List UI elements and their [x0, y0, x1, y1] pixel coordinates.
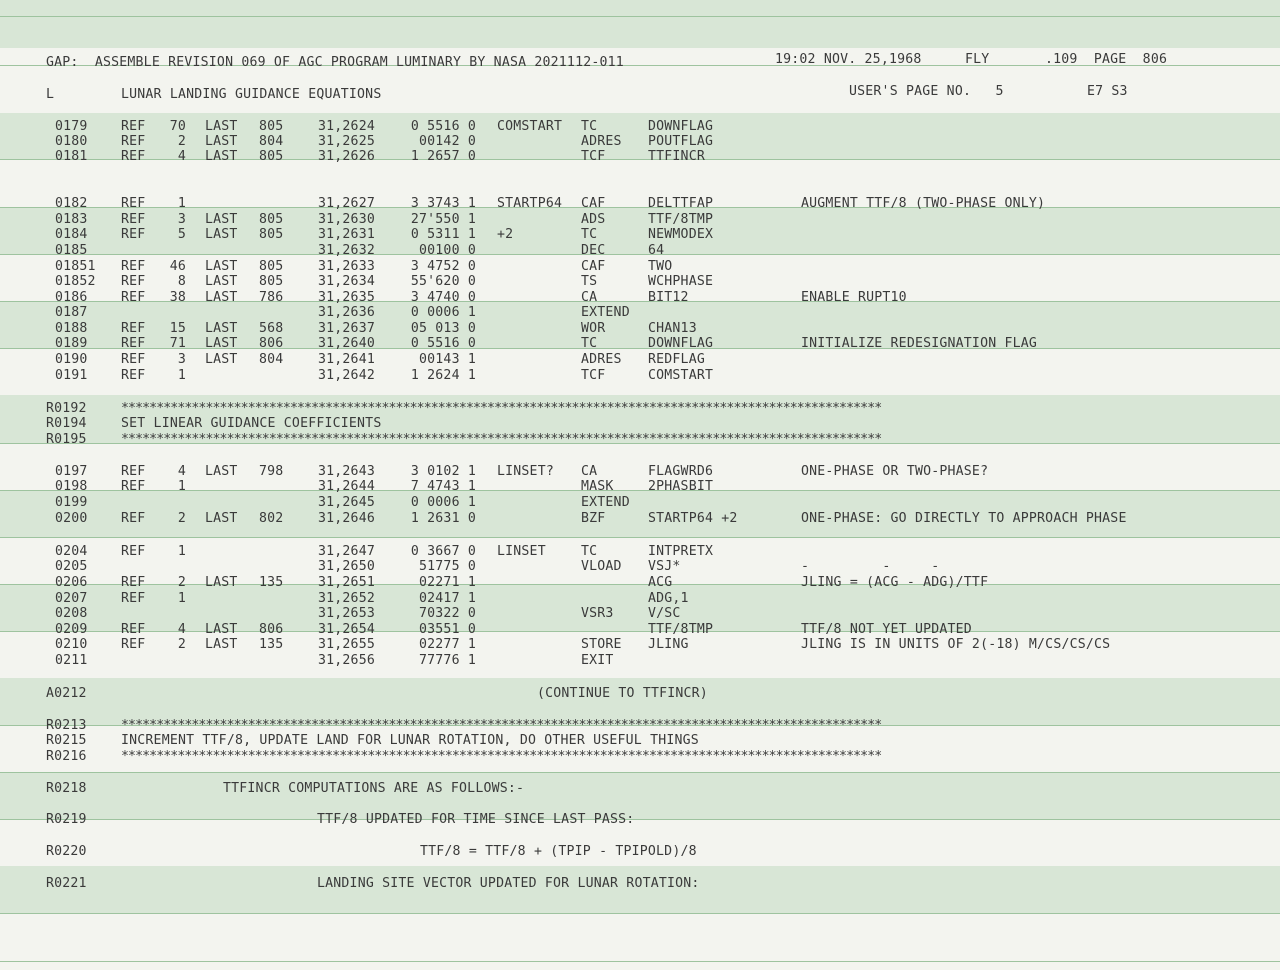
- cell-comment: TTF/8 NOT YET UPDATED: [801, 622, 972, 637]
- cell-comment: ONE-PHASE OR TWO-PHASE?: [801, 464, 989, 479]
- cell-op: ADS: [581, 212, 606, 227]
- cell-last: LAST: [205, 227, 238, 242]
- cell-last: LAST: [205, 511, 238, 526]
- rule: [0, 16, 1280, 17]
- remark-text: TTFINCR COMPUTATIONS ARE AS FOLLOWS:-: [223, 781, 525, 796]
- rule: [0, 772, 1280, 773]
- cell-addr: 31,2633: [318, 259, 375, 274]
- listing-row: [0, 622, 1280, 638]
- cell-n: 4: [177, 464, 186, 479]
- cell-line: 0183: [55, 212, 88, 227]
- cell-line: 0190: [55, 352, 88, 367]
- remark-row: [0, 432, 1280, 448]
- cell-last: LAST: [205, 149, 238, 164]
- cell-n: 71: [169, 336, 186, 351]
- listing-row: [0, 274, 1280, 290]
- cell-op: CA: [581, 290, 598, 305]
- cell-code: 51775 0: [419, 559, 476, 574]
- cell-line: 0189: [55, 336, 88, 351]
- cell-ref: REF: [121, 134, 146, 149]
- cell-code: 0 0006 1: [410, 305, 476, 320]
- cell-op: ADRES: [581, 352, 622, 367]
- cell-last: LAST: [205, 637, 238, 652]
- cell-op: CAF: [581, 259, 606, 274]
- cell-ref: REF: [121, 321, 146, 336]
- cell-ref: REF: [121, 196, 146, 211]
- user-page-number: USER'S PAGE NO. 5: [849, 84, 1004, 99]
- cell-label: COMSTART: [497, 119, 563, 134]
- cell-n: 3: [177, 212, 186, 227]
- cell-line: 0209: [55, 622, 88, 637]
- cell-op: TC: [581, 544, 598, 559]
- cell-code: 27'550 1: [410, 212, 476, 227]
- cell-code: 03551 0: [419, 622, 476, 637]
- cell-operand: POUTFLAG: [648, 134, 714, 149]
- listing-row: [0, 559, 1280, 575]
- cell-op: EXTEND: [581, 305, 630, 320]
- cell-line: 0206: [55, 575, 88, 590]
- cell-line: 0186: [55, 290, 88, 305]
- cell-op: TC: [581, 119, 598, 134]
- remark-line-number: R0195: [46, 432, 87, 447]
- cell-op: TCF: [581, 149, 606, 164]
- cell-operand: JLING: [648, 637, 689, 652]
- cell-comment: JLING IS IN UNITS OF 2(-18) M/CS/CS/CS: [801, 637, 1111, 652]
- cell-line: 0210: [55, 637, 88, 652]
- header-assembly-line: GAP: ASSEMBLE REVISION 069 OF AGC PROGRAM LUMINARY BY NASA 2021112-011: [46, 55, 624, 70]
- remark-line-number: R0192: [46, 401, 87, 416]
- cell-op: TC: [581, 227, 598, 242]
- cell-line: 0204: [55, 544, 88, 559]
- cell-addr: 31,2641: [318, 352, 375, 367]
- cell-op: DEC: [581, 243, 606, 258]
- cell-pg: 135: [259, 575, 284, 590]
- cell-code: 00143 1: [419, 352, 476, 367]
- cell-op: TC: [581, 336, 598, 351]
- cell-pg: 798: [259, 464, 284, 479]
- cell-pg: 568: [259, 321, 284, 336]
- cell-line: 0200: [55, 511, 88, 526]
- remark-line-number: R0220: [46, 844, 87, 859]
- cell-n: 70: [169, 119, 186, 134]
- cell-line: 0197: [55, 464, 88, 479]
- cell-operand: COMSTART: [648, 368, 714, 383]
- cell-n: 2: [177, 511, 186, 526]
- cell-operand: TTF/8TMP: [648, 622, 714, 637]
- rule: [0, 537, 1280, 538]
- listing-row: [0, 259, 1280, 275]
- cell-line: 0184: [55, 227, 88, 242]
- cell-op: VSR3: [581, 606, 614, 621]
- cell-n: 1: [177, 544, 186, 559]
- cell-addr: 31,2655: [318, 637, 375, 652]
- cell-n: 1: [177, 368, 186, 383]
- band-top: [0, 0, 1280, 48]
- cell-operand: 64: [648, 243, 665, 258]
- cell-addr: 31,2650: [318, 559, 375, 574]
- cell-addr: 31,2652: [318, 591, 375, 606]
- cell-operand: BIT12: [648, 290, 689, 305]
- cell-code: 70322 0: [419, 606, 476, 621]
- cell-n: 4: [177, 149, 186, 164]
- cell-code: 77776 1: [419, 653, 476, 668]
- cell-addr: 31,2645: [318, 495, 375, 510]
- cell-pg: 805: [259, 119, 284, 134]
- remark-row: [0, 733, 1280, 749]
- cell-pg: 135: [259, 637, 284, 652]
- cell-n: 4: [177, 622, 186, 637]
- cell-last: LAST: [205, 622, 238, 637]
- cell-code: 0 5516 0: [410, 119, 476, 134]
- cell-n: 2: [177, 575, 186, 590]
- cell-addr: 31,2627: [318, 196, 375, 211]
- remark-line-number: R0216: [46, 749, 87, 764]
- cell-line: 0188: [55, 321, 88, 336]
- cell-n: 15: [169, 321, 186, 336]
- listing-row: [0, 134, 1280, 150]
- listing-row: [0, 336, 1280, 352]
- cell-ref: REF: [121, 544, 146, 559]
- cell-addr: 31,2625: [318, 134, 375, 149]
- cell-n: 1: [177, 479, 186, 494]
- listing-row: [0, 305, 1280, 321]
- remark-line-number: R0213: [46, 718, 87, 733]
- cell-code: 3 0102 1: [410, 464, 476, 479]
- cell-n: 46: [169, 259, 186, 274]
- header-page-number: .109 PAGE 806: [1045, 52, 1168, 67]
- cell-pg: 806: [259, 622, 284, 637]
- cell-comment: - - -: [801, 559, 940, 574]
- cell-label: +2: [497, 227, 514, 242]
- cell-op: WOR: [581, 321, 606, 336]
- cell-op: TCF: [581, 368, 606, 383]
- cell-operand: STARTP64 +2: [648, 511, 738, 526]
- listing-row: [0, 464, 1280, 480]
- listing-row: [0, 243, 1280, 259]
- cell-addr: 31,2640: [318, 336, 375, 351]
- remark-row: [0, 401, 1280, 417]
- remark-text: TTF/8 UPDATED FOR TIME SINCE LAST PASS:: [317, 812, 635, 827]
- rule: [0, 913, 1280, 914]
- cell-code: 0 0006 1: [410, 495, 476, 510]
- cell-code: 1 2657 0: [410, 149, 476, 164]
- cell-line: 0208: [55, 606, 88, 621]
- cell-line: 0205: [55, 559, 88, 574]
- cell-operand: INTPRETX: [648, 544, 714, 559]
- listing-row: [0, 368, 1280, 384]
- remark-line-number: R0215: [46, 733, 87, 748]
- cell-pg: 804: [259, 352, 284, 367]
- cell-n: 2: [177, 134, 186, 149]
- cell-addr: 31,2635: [318, 290, 375, 305]
- cell-n: 5: [177, 227, 186, 242]
- cell-comment: ONE-PHASE: GO DIRECTLY TO APPROACH PHASE: [801, 511, 1127, 526]
- cell-addr: 31,2630: [318, 212, 375, 227]
- cell-op: CA: [581, 464, 598, 479]
- remark-row: [0, 812, 1280, 828]
- listing-row: [0, 227, 1280, 243]
- cell-addr: 31,2642: [318, 368, 375, 383]
- cell-ref: REF: [121, 336, 146, 351]
- cell-code: 1 2631 0: [410, 511, 476, 526]
- cell-last: LAST: [205, 290, 238, 305]
- remark-row: [0, 781, 1280, 797]
- cell-operand: TWO: [648, 259, 673, 274]
- cell-ref: REF: [121, 290, 146, 305]
- cell-n: 1: [177, 196, 186, 211]
- cell-code: 02271 1: [419, 575, 476, 590]
- cell-ref: REF: [121, 464, 146, 479]
- cell-pg: 805: [259, 149, 284, 164]
- cell-operand: 2PHASBIT: [648, 479, 714, 494]
- remark-line-number: R0219: [46, 812, 87, 827]
- cell-line: 0179: [55, 119, 88, 134]
- cell-code: 00142 0: [419, 134, 476, 149]
- cell-ref: REF: [121, 479, 146, 494]
- cell-line: 0198: [55, 479, 88, 494]
- cell-line: 0182: [55, 196, 88, 211]
- cell-operand: CHAN13: [648, 321, 697, 336]
- cell-operand: DOWNFLAG: [648, 119, 714, 134]
- remark-row: [0, 718, 1280, 734]
- listing-row: [0, 544, 1280, 560]
- cell-pg: 805: [259, 227, 284, 242]
- cell-pg: 802: [259, 511, 284, 526]
- cell-line: 0180: [55, 134, 88, 149]
- cell-comment: INITIALIZE REDESIGNATION FLAG: [801, 336, 1038, 351]
- cell-last: LAST: [205, 119, 238, 134]
- cell-n: 38: [169, 290, 186, 305]
- cell-addr: 31,2653: [318, 606, 375, 621]
- cell-code: 55'620 0: [410, 274, 476, 289]
- cell-operand: DOWNFLAG: [648, 336, 714, 351]
- remark-line-number: A0212: [46, 686, 87, 701]
- cell-addr: 31,2626: [318, 149, 375, 164]
- cell-comment: ENABLE RUPT10: [801, 290, 907, 305]
- listing-row: [0, 321, 1280, 337]
- remark-text: ************************************************************************************************************: [121, 718, 882, 733]
- remark-text: SET LINEAR GUIDANCE COEFFICIENTS: [121, 416, 382, 431]
- header-l: L: [46, 87, 55, 102]
- cell-addr: 31,2647: [318, 544, 375, 559]
- listing-row: [0, 591, 1280, 607]
- remark-row: [0, 844, 1280, 860]
- cell-ref: REF: [121, 274, 146, 289]
- cell-line: 0181: [55, 149, 88, 164]
- cell-op: CAF: [581, 196, 606, 211]
- cell-last: LAST: [205, 321, 238, 336]
- cell-line: 0187: [55, 305, 88, 320]
- remark-text: ************************************************************************************************************: [121, 432, 882, 447]
- cell-n: 2: [177, 637, 186, 652]
- cell-pg: 786: [259, 290, 284, 305]
- cell-ref: REF: [121, 622, 146, 637]
- cell-last: LAST: [205, 336, 238, 351]
- cell-code: 0 5311 1: [410, 227, 476, 242]
- listing-row: [0, 290, 1280, 306]
- listing-row: [0, 479, 1280, 495]
- remark-text: ************************************************************************************************************: [121, 749, 882, 764]
- cell-operand: REDFLAG: [648, 352, 705, 367]
- cell-addr: 31,2624: [318, 119, 375, 134]
- listing-row: [0, 606, 1280, 622]
- cell-operand: WCHPHASE: [648, 274, 714, 289]
- cell-n: 3: [177, 352, 186, 367]
- remark-row: [0, 876, 1280, 892]
- cell-addr: 31,2651: [318, 575, 375, 590]
- cell-op: EXTEND: [581, 495, 630, 510]
- cell-addr: 31,2632: [318, 243, 375, 258]
- cell-addr: 31,2637: [318, 321, 375, 336]
- listing-row: [0, 352, 1280, 368]
- cell-op: BZF: [581, 511, 606, 526]
- remark-text: TTF/8 = TTF/8 + (TPIP - TPIPOLD)/8: [420, 844, 697, 859]
- cell-ref: REF: [121, 368, 146, 383]
- cell-ref: REF: [121, 591, 146, 606]
- cell-ref: REF: [121, 511, 146, 526]
- cell-last: LAST: [205, 134, 238, 149]
- cell-pg: 805: [259, 259, 284, 274]
- section-title: LUNAR LANDING GUIDANCE EQUATIONS: [121, 87, 382, 102]
- cell-line: 0191: [55, 368, 88, 383]
- cell-operand: TTFINCR: [648, 149, 705, 164]
- cell-label: LINSET: [497, 544, 546, 559]
- cell-op: VLOAD: [581, 559, 622, 574]
- cell-ref: REF: [121, 212, 146, 227]
- remark-line-number: R0218: [46, 781, 87, 796]
- cell-code: 02417 1: [419, 591, 476, 606]
- cell-operand: ADG,1: [648, 591, 689, 606]
- remark-line-number: R0194: [46, 416, 87, 431]
- cell-operand: DELTTFAP: [648, 196, 714, 211]
- remark-row: [0, 686, 1280, 702]
- header-timestamp: 19:02 NOV. 25,1968: [775, 52, 922, 67]
- cell-last: LAST: [205, 259, 238, 274]
- cell-line: 0199: [55, 495, 88, 510]
- cell-addr: 31,2631: [318, 227, 375, 242]
- remark-text: INCREMENT TTF/8, UPDATE LAND FOR LUNAR ROTATION, DO OTHER USEFUL THINGS: [121, 733, 699, 748]
- listing-row: [0, 511, 1280, 527]
- cell-addr: 31,2636: [318, 305, 375, 320]
- cell-addr: 31,2644: [318, 479, 375, 494]
- cell-ref: REF: [121, 575, 146, 590]
- cell-label: STARTP64: [497, 196, 563, 211]
- cell-pg: 805: [259, 212, 284, 227]
- cell-code: 3 3743 1: [410, 196, 476, 211]
- cell-ref: REF: [121, 119, 146, 134]
- cell-last: LAST: [205, 274, 238, 289]
- cell-code: 3 4752 0: [410, 259, 476, 274]
- cell-ref: REF: [121, 227, 146, 242]
- cell-ref: REF: [121, 259, 146, 274]
- cell-comment: AUGMENT TTF/8 (TWO-PHASE ONLY): [801, 196, 1046, 211]
- cell-addr: 31,2643: [318, 464, 375, 479]
- cell-op: MASK: [581, 479, 614, 494]
- header-fly: FLY: [965, 52, 990, 67]
- remark-row: [0, 749, 1280, 765]
- cell-last: LAST: [205, 352, 238, 367]
- listing-row: [0, 653, 1280, 669]
- cell-ref: REF: [121, 352, 146, 367]
- cell-operand: ACG: [648, 575, 673, 590]
- cell-addr: 31,2654: [318, 622, 375, 637]
- remark-text: (CONTINUE TO TTFINCR): [537, 686, 708, 701]
- cell-addr: 31,2656: [318, 653, 375, 668]
- cell-n: 1: [177, 591, 186, 606]
- listing-row: [0, 212, 1280, 228]
- rule: [0, 961, 1280, 962]
- remark-text: LANDING SITE VECTOR UPDATED FOR LUNAR ROTATION:: [317, 876, 700, 891]
- cell-code: 1 2624 1: [410, 368, 476, 383]
- listing-row: [0, 495, 1280, 511]
- cell-code: 0 3667 0: [410, 544, 476, 559]
- header-e7s3: E7 S3: [1087, 84, 1128, 99]
- listing-row: [0, 637, 1280, 653]
- cell-last: LAST: [205, 212, 238, 227]
- cell-addr: 31,2646: [318, 511, 375, 526]
- cell-line: 01852: [55, 274, 96, 289]
- listing-row: [0, 196, 1280, 212]
- cell-code: 02277 1: [419, 637, 476, 652]
- cell-pg: 804: [259, 134, 284, 149]
- cell-line: 01851: [55, 259, 96, 274]
- cell-line: 0207: [55, 591, 88, 606]
- remark-text: ************************************************************************************************************: [121, 401, 882, 416]
- cell-last: LAST: [205, 575, 238, 590]
- cell-line: 0185: [55, 243, 88, 258]
- cell-line: 0211: [55, 653, 88, 668]
- listing-row: [0, 119, 1280, 135]
- cell-last: LAST: [205, 464, 238, 479]
- cell-comment: JLING = (ACG - ADG)/TTF: [801, 575, 989, 590]
- cell-pg: 805: [259, 274, 284, 289]
- cell-ref: REF: [121, 149, 146, 164]
- cell-operand: VSJ*: [648, 559, 681, 574]
- listing-row: [0, 149, 1280, 165]
- remark-row: [0, 416, 1280, 432]
- cell-code: 05 013 0: [410, 321, 476, 336]
- listing-row: [0, 575, 1280, 591]
- cell-op: ADRES: [581, 134, 622, 149]
- cell-operand: NEWMODEX: [648, 227, 714, 242]
- cell-code: 0 5516 0: [410, 336, 476, 351]
- cell-code: 3 4740 0: [410, 290, 476, 305]
- cell-code: 00100 0: [419, 243, 476, 258]
- cell-pg: 806: [259, 336, 284, 351]
- cell-op: EXIT: [581, 653, 614, 668]
- cell-operand: FLAGWRD6: [648, 464, 714, 479]
- cell-ref: REF: [121, 637, 146, 652]
- cell-op: TS: [581, 274, 598, 289]
- cell-n: 8: [177, 274, 186, 289]
- cell-addr: 31,2634: [318, 274, 375, 289]
- cell-operand: V/SC: [648, 606, 681, 621]
- cell-code: 7 4743 1: [410, 479, 476, 494]
- cell-label: LINSET?: [497, 464, 554, 479]
- remark-line-number: R0221: [46, 876, 87, 891]
- cell-operand: TTF/8TMP: [648, 212, 714, 227]
- cell-op: STORE: [581, 637, 622, 652]
